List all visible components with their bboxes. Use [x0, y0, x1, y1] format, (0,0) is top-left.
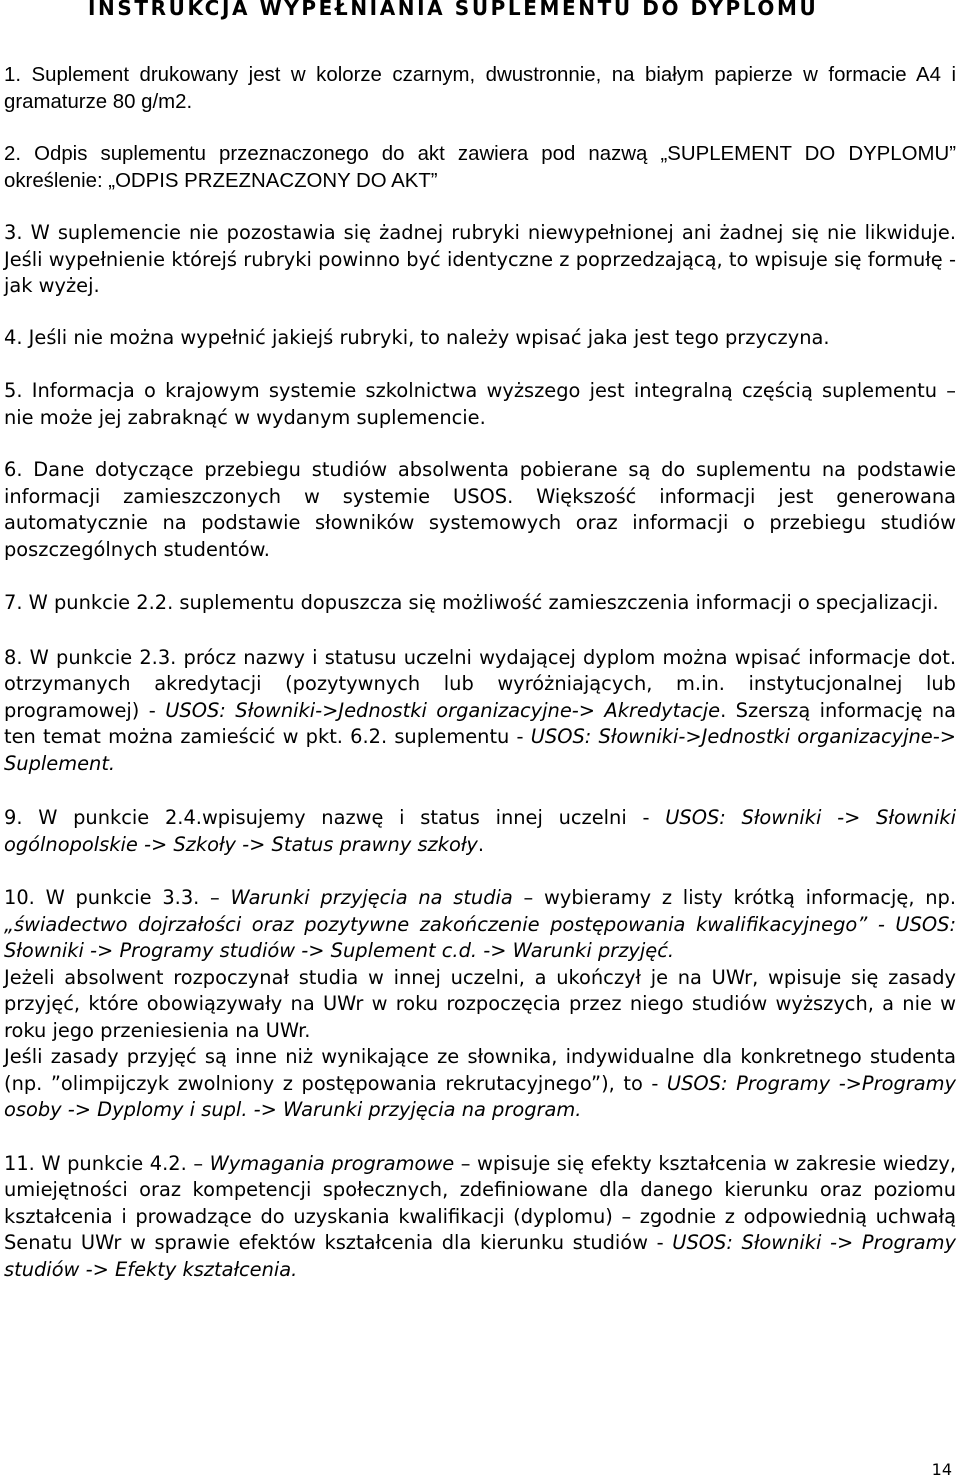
instruction-item-10 — [4, 885, 956, 1124]
item-8-usos-path-1: USOS: Słowniki->Jednostki organizacyjne-> Akredytacje — [165, 698, 721, 722]
page-title: INSTRUKCJA WYPEŁNIANIA SUPLEMENTU DO DYPLOMU — [88, 0, 819, 20]
page-number: 14 — [931, 1460, 952, 1479]
item-9-text-1: 9. W punkcie 2.4.wpisujemy nazwę i status innej uczelni - — [4, 806, 666, 829]
item-10-paragraph-1 — [4, 885, 956, 965]
instruction-item-3: 3. W suplemencie nie pozostawia się żadnej rubryki niewypełnionej ani żadnej się nie likwiduje. Jeśli wypełnienie którejś rubryki powinno być identyczne z poprzedzającą, to wpisuje się formułę - jak wyżej. — [4, 221, 956, 297]
instruction-item-4: 4. Jeśli nie można wypełnić jakiejś rubryki, to należy wpisać jaka jest tego przyczyna. — [4, 325, 830, 349]
instruction-item-9 — [4, 805, 956, 858]
item-11-text-2: – wpisuje się efekty kształcenia w zakresie wiedzy, umiejętności oraz kompetencji społecznych, zdefiniowane dla danego kierunku oraz poziomu kształcenia i prowadzące do uzyskania kwalifikacji (dyplomu) – zgodnie z odpowiednią uchwałą Senatu UWr w sprawie efektów kształcenia dla kierunku studiów - — [4, 1151, 956, 1254]
item-9-text-2: . — [477, 832, 485, 856]
item-10-paragraph-3 — [4, 1044, 956, 1124]
item-9-usos-path: USOS: Słowniki -> Słowniki ogólnopolskie -> Szkoły -> Status prawny szkoły — [4, 806, 956, 856]
item-10-p3-text: Jeśli zasady przyjęć są inne niż wynikające ze słownika, indywidualne dla konkretnego studenta (np. ”olimpijczyk zwolniony z postępowania rekrutacyjnego”), to - — [4, 1045, 956, 1095]
document-page — [4, 0, 956, 1283]
item-10-p3-usos-path: USOS: Programy ->Programy osoby -> Dyplomy i supl. -> Warunki przyjęcia na program. — [4, 1071, 956, 1121]
item-10-example: „świadectwo dojrzałości oraz pozytywne zakończenie postępowania kwalifikacyjnego” - USOS: Słowniki -> Programy studiów -> Suplement c.d. -> Warunki przyjęć. — [4, 912, 956, 962]
instruction-item-8 — [4, 645, 956, 778]
item-11-usos-path: USOS: Słowniki -> Programy studiów -> Efekty kształcenia. — [4, 1231, 956, 1281]
item-10-text-2: – wybieramy z listy krótką informację, np. — [512, 886, 957, 909]
item-10-paragraph-2: Jeżeli absolwent rozpoczynał studia w innej uczelni, a ukończył je na UWr, wpisuje się zasady przyjęć, które obowiązywały na UWr w roku rozpoczęcia przez niego studiów wyższych, a nie w roku jego przeniesienia na UWr. — [4, 965, 956, 1042]
instruction-item-11 — [4, 1151, 956, 1284]
item-10-section-name: Warunki przyjęcia na studia — [230, 886, 513, 909]
item-8-text-2: . Szerszą informację na ten temat można zamieścić w pkt. 6.2. suplementu - — [4, 698, 956, 748]
item-8-text-1: 8. W punkcie 2.3. prócz nazwy i statusu uczelni wydającej dyplom można wpisać informacje dot. otrzymanych akredytacji (pozytywnych lub wyróżniających, m.in. instytucjonalnej lub programowej) - — [4, 645, 956, 722]
item-8-usos-path-2: USOS: Słowniki->Jednostki organizacyjne-> Suplement. — [4, 725, 956, 775]
item-11-section-name: Wymagania programowe — [209, 1151, 455, 1175]
instruction-item-7: 7. W punkcie 2.2. suplementu dopuszcza się możliwość zamieszczenia informacji o specjalizacji. — [4, 591, 939, 614]
item-11-text-1: 11. W punkcie 4.2. – — [4, 1151, 210, 1175]
instruction-item-6: 6. Dane dotyczące przebiegu studiów absolwenta pobierane są do suplementu na podstawie informacji zamieszczonych w systemie USOS. Większość informacji jest generowana automatycznie na podstawie słowników systemowych oraz informacji o przebiegu studiów poszczególnych studentów. — [4, 458, 956, 561]
instruction-item-2: 2. Odpis suplementu przeznaczonego do akt zawiera pod nazwą „SUPLEMENT DO DYPLOMU” określenie: „ODPIS PRZEZNACZONY DO AKT” — [4, 143, 956, 192]
item-10-text-1: 10. W punkcie 3.3. – — [4, 886, 231, 909]
instruction-item-5: 5. Informacja o krajowym systemie szkolnictwa wyższego jest integralną częścią suplementu – nie może jej zabraknąć w wydanym suplemencie. — [4, 379, 956, 429]
instruction-item-1: 1. Suplement drukowany jest w kolorze czarnym, dwustronnie, na białym papierze w formacie A4 i gramaturze 80 g/m2. — [4, 64, 956, 113]
